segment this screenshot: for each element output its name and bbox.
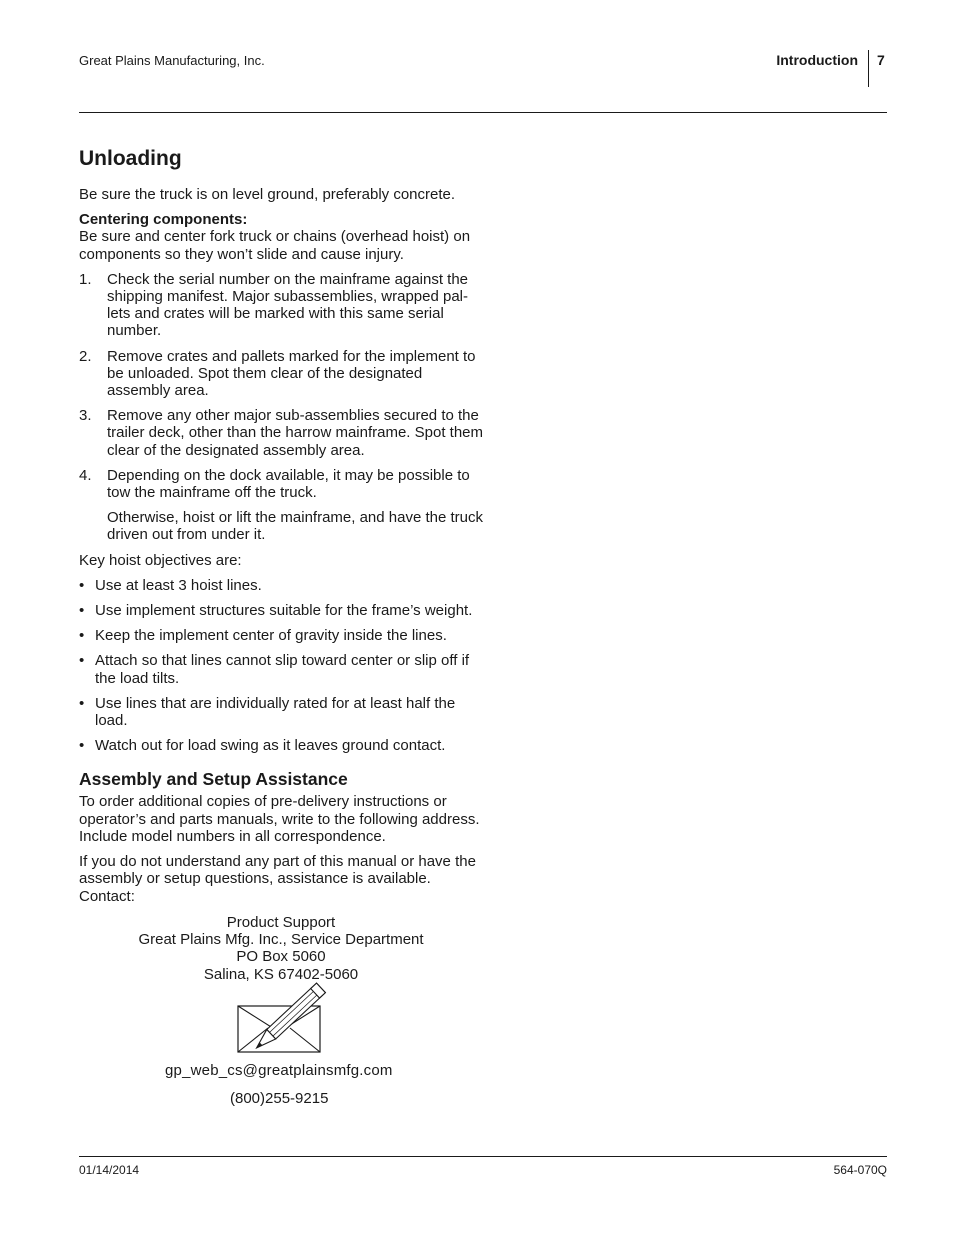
step-item [79, 467, 489, 544]
bullet-text: Watch out for load swing as it leaves ground contact. [95, 737, 446, 755]
address-line: PO Box 5060 [236, 948, 326, 966]
contact-email[interactable]: gp_web_cs@greatplainsmfg.com [165, 1062, 393, 1079]
step-number: 1. [79, 270, 92, 288]
centering-block [79, 211, 489, 263]
unloading-intro: Be sure the truck is on level ground, preferably concrete. [79, 186, 456, 203]
unloading-heading: Unloading [79, 147, 182, 170]
assembly-para-1: To order additional copies of pre-delivery instructions or operator’s and parts manuals, write to the following address. Include model numbers in all correspondence. [79, 793, 480, 845]
bullet-text: Attach so that lines cannot slip toward center or slip off if the load tilts. [95, 652, 470, 687]
step-number: 2. [79, 347, 92, 365]
header-rule [79, 112, 887, 113]
hoist-bullet [79, 577, 489, 594]
main-column [79, 146, 489, 983]
header-section-title: Introduction [776, 52, 858, 68]
hoist-bullet [79, 737, 489, 754]
hoist-bullet [79, 602, 489, 619]
step-number: 4. [79, 466, 92, 484]
header-page-number: 7 [877, 52, 885, 68]
step-text: Remove crates and pallets marked for the implement to be unloaded. Spot them clear of the designated assembly area. [107, 347, 476, 400]
step-text: Depending on the dock available, it may be possible to tow the mainframe off the truck. [107, 466, 470, 502]
step-text: Remove any other major sub-assemblies secured to the trailer deck, other than the harrow mainframe. Spot them clear of the designated assembly area. [107, 407, 484, 459]
envelope-pencil-icon [232, 978, 328, 1066]
footer-rule [79, 1156, 887, 1157]
centering-text: Be sure and center fork truck or chains (overhead hoist) on components so they won’t slide and cause injury. [79, 228, 471, 263]
step-number: 3. [79, 407, 92, 425]
bullet-text: Keep the implement center of gravity inside the lines. [95, 627, 447, 645]
contact-phone: (800)255-9215 [230, 1090, 329, 1107]
bullet-dot: • [79, 576, 85, 594]
bullet-dot: • [79, 737, 85, 755]
address-line: Great Plains Mfg. Inc., Service Department [138, 931, 424, 948]
unloading-steps [79, 271, 489, 544]
footer-date: 01/14/2014 [79, 1163, 140, 1177]
hoist-bullets [79, 577, 489, 755]
assembly-section [79, 769, 489, 982]
hoist-bullet [79, 695, 489, 729]
header-divider [868, 50, 869, 87]
centering-label: Centering components: [79, 211, 248, 229]
bullet-dot: • [79, 694, 85, 712]
assembly-heading: Assembly and Setup Assistance [79, 769, 348, 790]
assembly-para-2: If you do not understand any part of this manual or have the assembly or setup questions, assistance is available. Contact: [79, 853, 476, 905]
bullet-text: Use lines that are individually rated for at least half the load. [95, 694, 456, 730]
hoist-bullet [79, 652, 489, 686]
bullet-dot: • [79, 627, 85, 645]
bullet-dot: • [79, 602, 85, 620]
mailing-address [79, 914, 483, 983]
footer-doc-number: 564-070Q [833, 1163, 887, 1177]
address-line: Salina, KS 67402-5060 [203, 965, 359, 983]
step-item [79, 271, 489, 340]
hoist-bullet [79, 627, 489, 644]
step-item [79, 407, 489, 459]
hoist-intro: Key hoist objectives are: [79, 551, 242, 569]
step-follow-text: Otherwise, hoist or lift the mainframe, and have the truck driven out from under it. [107, 509, 484, 544]
header-company: Great Plains Manufacturing, Inc. [79, 53, 265, 68]
bullet-text: Use at least 3 hoist lines. [95, 576, 262, 594]
bullet-dot: • [79, 652, 85, 670]
step-text: Check the serial number on the mainframe against the shipping manifest. Major subassemblies, wrapped pal-lets and crates will be marked with this same serial number. [107, 270, 469, 340]
step-item [79, 348, 489, 400]
bullet-text: Use implement structures suitable for the frame’s weight. [95, 602, 473, 620]
address-line: Product Support [226, 913, 336, 931]
